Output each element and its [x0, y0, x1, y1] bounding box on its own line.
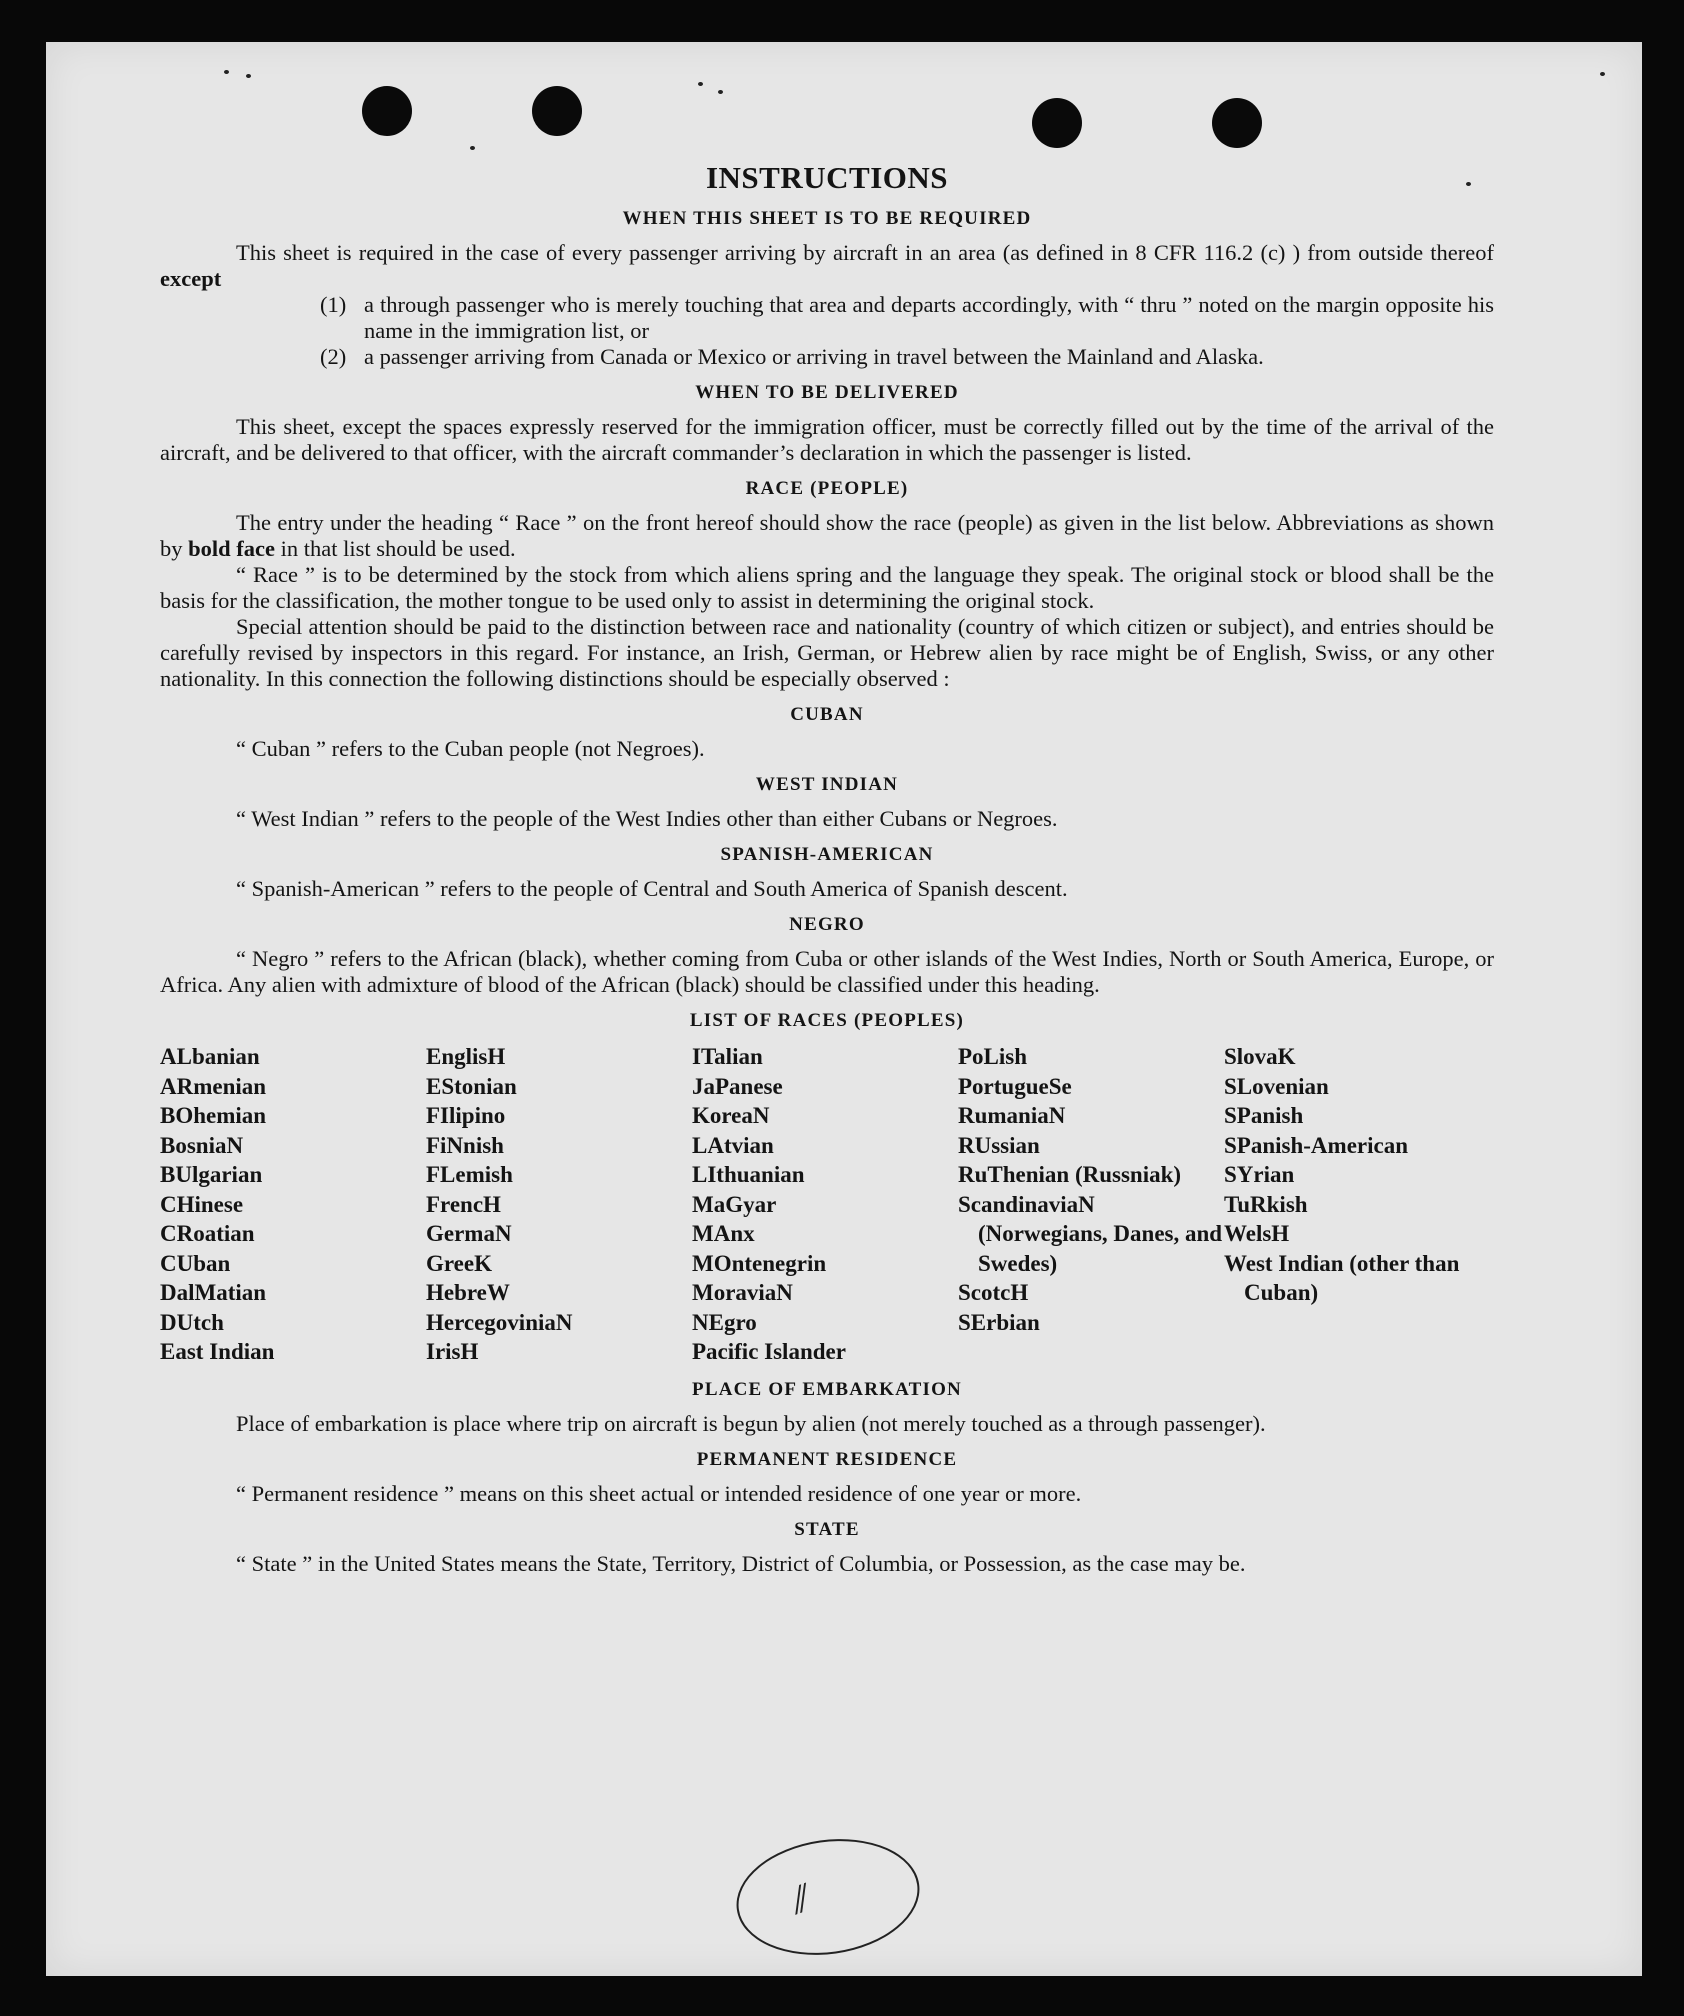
- list-item: LIthuanian: [692, 1162, 805, 1187]
- list-item: East Indian: [160, 1339, 275, 1364]
- list-item: GreeK: [426, 1250, 492, 1276]
- list-item: RuThenian (Russniak): [958, 1162, 1182, 1187]
- list-item: HercegoviniaN: [426, 1309, 573, 1335]
- list-item: CHinese: [160, 1191, 244, 1217]
- spanish-american-text: “ Spanish-American ” refers to the people of Central and South America of Spanish descent.: [236, 876, 1068, 901]
- list-item: FLemish: [426, 1162, 513, 1187]
- list-item: FiNnish: [426, 1132, 504, 1158]
- list-item: CRoatian: [160, 1221, 255, 1246]
- list-item: IrisH: [426, 1339, 479, 1364]
- heading-cuban: CUBAN: [790, 704, 864, 725]
- heading-when-required: WHEN THIS SHEET IS TO BE REQUIRED: [622, 208, 1032, 229]
- list-item: EnglisH: [426, 1044, 506, 1069]
- heading-negro: NEGRO: [789, 914, 865, 935]
- list-item: RUssian: [958, 1132, 1040, 1158]
- when-required-intro: This sheet is required in the case of every passenger arriving by aircraft in an area (as defined in 8 CFR 116.2 (c) ) from outside thereof except: [160, 240, 1494, 291]
- races-column-5: [1224, 1042, 1494, 1367]
- heading-permanent-residence: PERMANENT RESIDENCE: [696, 1448, 958, 1470]
- list-item: CUban: [160, 1250, 231, 1276]
- heading-list-of-races: LIST OF RACES (PEOPLES): [689, 1010, 965, 1031]
- list-item: ALbanian: [160, 1044, 260, 1069]
- races-column-2: [426, 1042, 692, 1367]
- heading-state: STATE: [794, 1518, 860, 1540]
- races-column-3: [692, 1042, 958, 1367]
- list-item: MAnx: [692, 1221, 755, 1246]
- list-item: RumaniaN: [958, 1103, 1066, 1128]
- list-item: SPanish: [1224, 1103, 1304, 1128]
- list-item: ARmenian: [160, 1073, 267, 1099]
- list-item: SLovenian: [1224, 1073, 1329, 1099]
- punch-hole-1: [362, 86, 412, 136]
- heading-embarkation: PLACE OF EMBARKATION: [692, 1378, 962, 1400]
- list-item: BUlgarian: [160, 1162, 263, 1187]
- list-item: DalMatian: [160, 1280, 267, 1305]
- list-item: GermaN: [426, 1221, 512, 1246]
- exception-item-2: (2) a passenger arriving from Canada or Mexico or arriving in travel between the Mainland and Alaska.: [320, 344, 1264, 369]
- list-item: West Indian (other than Cuban): [1224, 1250, 1460, 1305]
- race-paragraph-1: The entry under the heading “ Race ” on the front hereof should show the race (people) as given in the list below. Abbreviations as shown by bold face in that list should be used.: [160, 510, 1494, 561]
- instructions-content: [160, 160, 1494, 1577]
- list-item: SYrian: [1224, 1162, 1295, 1187]
- list-item: MoraviaN: [692, 1280, 793, 1305]
- list-item: DUtch: [160, 1309, 224, 1335]
- punch-hole-3: [1032, 98, 1082, 148]
- heading-race: RACE (PEOPLE): [745, 478, 909, 499]
- state-text: “ State ” in the United States means the State, Territory, District of Columbia, or Possession, as the case may be.: [236, 1550, 1246, 1576]
- cuban-text: “ Cuban ” refers to the Cuban people (not Negroes).: [236, 736, 705, 761]
- list-item: TuRkish: [1224, 1191, 1308, 1217]
- list-item: EStonian: [426, 1073, 517, 1099]
- list-item: KoreaN: [692, 1103, 770, 1128]
- when-delivered-text: This sheet, except the spaces expressly reserved for the immigration officer, must be correctly filled out by the time of the arrival of the aircraft, and be delivered to that officer, with the aircraft commander’s declaration in which the passenger is listed.: [160, 414, 1494, 465]
- races-column-1: [160, 1042, 426, 1367]
- list-item: HebreW: [426, 1280, 510, 1305]
- list-item: MOntenegrin: [692, 1250, 827, 1276]
- list-item: JaPanese: [692, 1073, 783, 1099]
- heading-when-delivered: WHEN TO BE DELIVERED: [695, 382, 959, 403]
- list-item: ScandinaviaN (Norwegians, Danes, and Swedes): [958, 1191, 1223, 1276]
- race-paragraph-3: Special attention should be paid to the distinction between race and nationality (country of which citizen or subject), and entries should be carefully revised by inspectors in this regard. For instance, an Irish, German, or Hebrew alien by race might be of English, Swiss, or any other nationality. In this connection the following distinctions should be especially observed :: [160, 614, 1494, 691]
- residence-text: “ Permanent residence ” means on this sheet actual or intended residence of one year or more.: [236, 1480, 1082, 1506]
- heading-spanish-american: SPANISH-AMERICAN: [720, 844, 934, 865]
- handwritten-mark: //: [784, 1876, 810, 1923]
- page-title: INSTRUCTIONS: [705, 160, 948, 195]
- negro-text: “ Negro ” refers to the African (black), whether coming from Cuba or other islands of the West Indies, North or South America, Europe, or Africa. Any alien with admixture of blood of the African (black) should be classified under this heading.: [160, 946, 1494, 997]
- races-column-4: [958, 1042, 1224, 1367]
- list-item: BosniaN: [160, 1132, 244, 1158]
- west-indian-text: “ West Indian ” refers to the people of the West Indies other than either Cubans or Negroes.: [236, 806, 1058, 831]
- list-item: WelsH: [1224, 1221, 1290, 1246]
- list-item: PoLish: [958, 1044, 1028, 1069]
- list-item: Pacific Islander: [692, 1339, 846, 1364]
- list-item: FrencH: [426, 1191, 501, 1217]
- list-item: ScotcH: [958, 1280, 1029, 1305]
- list-item: LAtvian: [692, 1132, 774, 1158]
- races-list: [160, 1042, 1494, 1367]
- list-item: SlovaK: [1224, 1044, 1296, 1069]
- list-item: MaGyar: [692, 1191, 777, 1217]
- list-item: ITalian: [692, 1044, 763, 1069]
- exception-item-1: (1) a through passenger who is merely touching that area and departs accordingly, with “ thru ” noted on the margin opposite his name in the immigration list, or: [320, 292, 1494, 343]
- list-item: NEgro: [692, 1309, 757, 1335]
- race-paragraph-2: “ Race ” is to be determined by the stock from which aliens spring and the language they speak. The original stock or blood shall be the basis for the classification, the mother tongue to be used only to assist in determining the original stock.: [160, 562, 1494, 613]
- list-item: BOhemian: [160, 1103, 267, 1128]
- punch-hole-2: [532, 86, 582, 136]
- list-item: SPanish-American: [1224, 1132, 1408, 1158]
- list-item: FIlipino: [426, 1103, 506, 1128]
- list-item: PortugueSe: [958, 1073, 1072, 1099]
- heading-west-indian: WEST INDIAN: [755, 774, 899, 795]
- list-item: SErbian: [958, 1309, 1040, 1335]
- punch-hole-4: [1212, 98, 1262, 148]
- embarkation-text: Place of embarkation is place where trip on aircraft is begun by alien (not merely touched as a through passenger).: [236, 1410, 1266, 1436]
